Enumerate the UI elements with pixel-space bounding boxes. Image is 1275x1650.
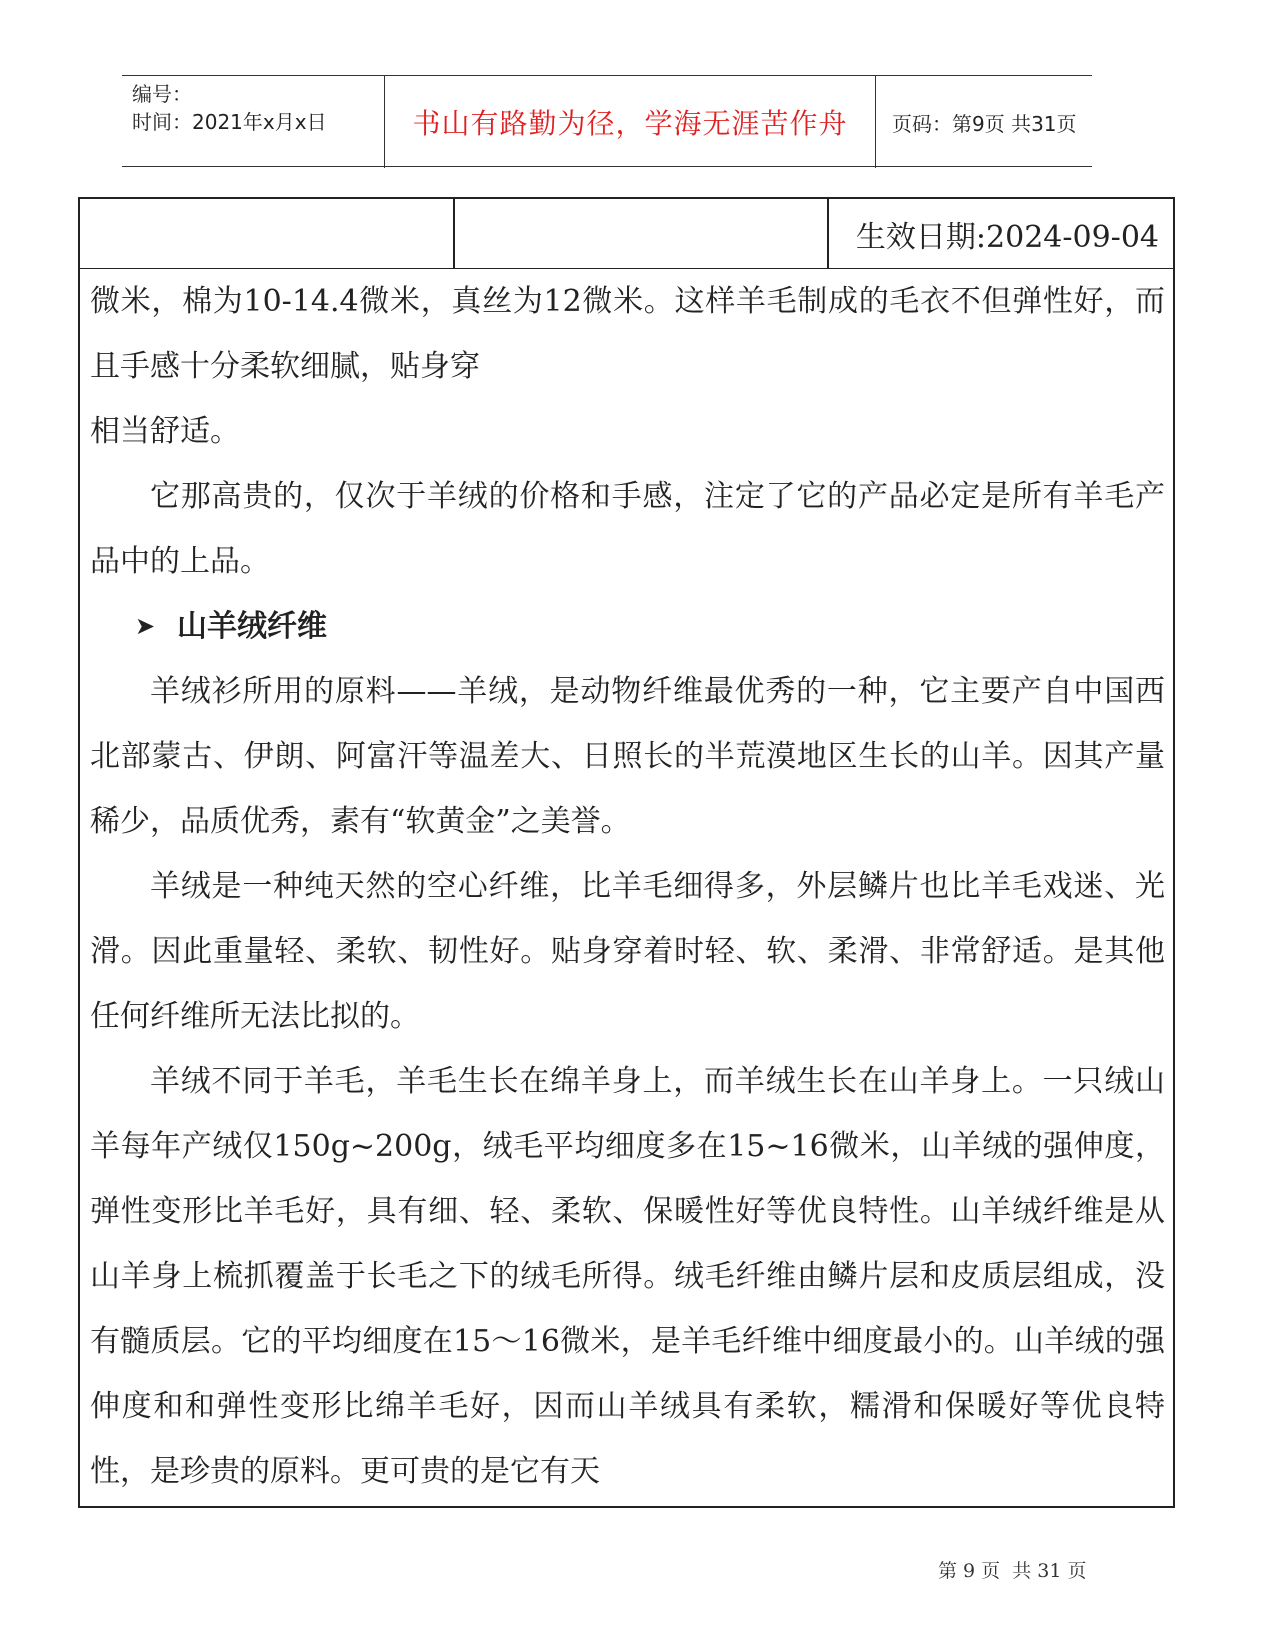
page-header — [122, 75, 1092, 167]
table-cell-divider — [453, 199, 455, 268]
arrow-bullet-icon: ➤ — [135, 612, 156, 640]
paragraph: 羊绒不同于羊毛，羊毛生长在绵羊身上，而羊绒生长在山羊身上。一只绒山羊每年产绒仅150g~200g，绒毛平均细度多在15~16微米，山羊绒的强伸度，弹性变形比羊毛好，具有细、轻、柔软、保暖性好等优良特性。山羊绒纤维是从山羊身上梳抓覆盖于长毛之下的绒毛所得。绒毛纤维由鳞片层和皮质层组成，没有髓质层。它的平均细度在15～16微米，是羊毛纤维中细度最小的。山羊绒的强伸度和和弹性变形比绵羊毛好，因而山羊绒具有柔软，糯滑和保暖好等优良特性，是珍贵的原料。更可贵的是它有天 — [90, 1064, 1165, 1489]
paragraph: 微米，棉为10-14.4微米，真丝为12微米。这样羊毛制成的毛衣不但弹性好，而且手感十分柔软细腻，贴身穿 — [90, 284, 1165, 384]
section-title: 山羊绒纤维 — [177, 609, 327, 644]
paragraph: 它那高贵的，仅次于羊绒的价格和手感，注定了它的产品必定是所有羊毛产品中的上品。 — [90, 479, 1165, 579]
page-footer: 第 9 页 共 31 页 — [938, 1560, 1087, 1582]
header-page-info: 页码：第9页 共31页 — [892, 111, 1077, 136]
paragraph: 羊绒是一种纯天然的空心纤维，比羊毛细得多，外层鳞片也比羊毛戏迷、光滑。因此重量轻、柔软、韧性好。贴身穿着时轻、软、柔滑、非常舒适。是其他任何纤维所无法比拟的。 — [90, 869, 1165, 1034]
document-table — [78, 197, 1175, 1508]
header-divider — [875, 76, 876, 168]
paragraph: 相当舒适。 — [90, 414, 240, 449]
effective-date: 生效日期:2024-09-04 — [855, 220, 1159, 255]
section-heading — [90, 594, 1165, 659]
table-header-row — [80, 199, 1173, 269]
header-meta — [132, 80, 327, 136]
paragraph: 羊绒衫所用的原料——羊绒，是动物纤维最优秀的一种，它主要产自中国西北部蒙古、伊朗、阿富汗等温差大、日照长的半荒漠地区生长的山羊。因其产量稀少，品质优秀，素有“软黄金”之美誉。 — [90, 674, 1165, 839]
document-body — [90, 269, 1165, 1504]
document-time-label: 时间：2021年x月x日 — [132, 110, 327, 134]
table-cell-divider — [827, 199, 829, 268]
document-number-label: 编号： — [132, 82, 192, 106]
header-motto: 书山有路勤为径，学海无涯苦作舟 — [412, 107, 848, 140]
